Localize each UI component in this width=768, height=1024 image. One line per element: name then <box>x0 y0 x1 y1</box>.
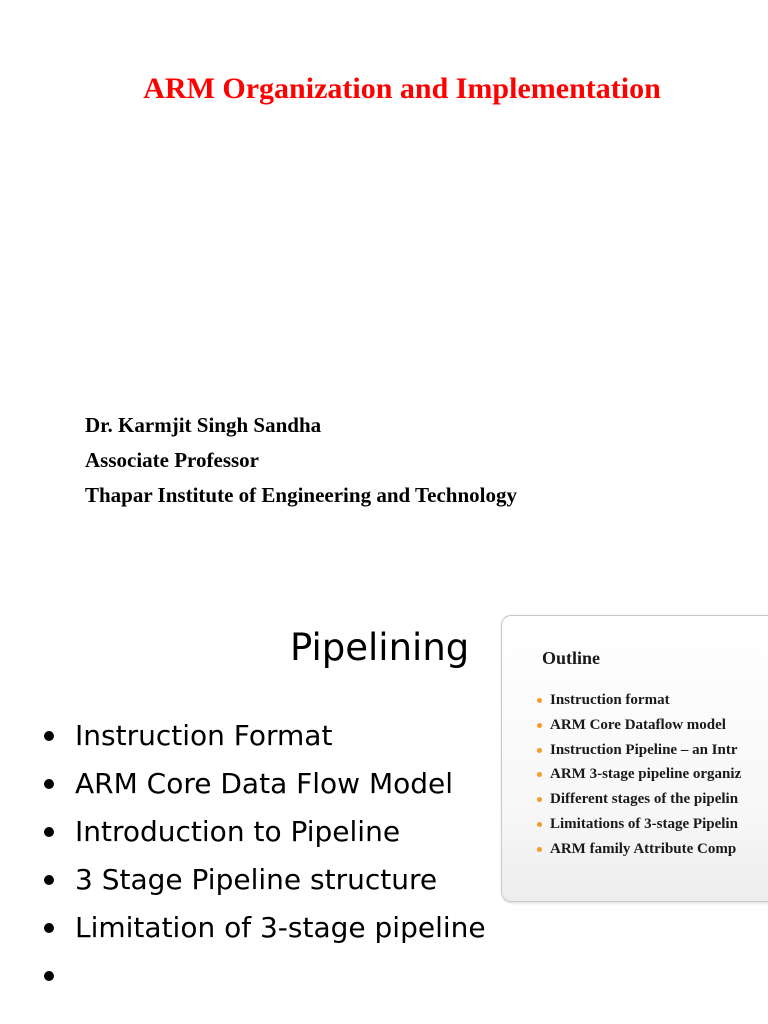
bullet-icon <box>537 822 542 827</box>
slide-title: ARM Organization and Implementation <box>143 72 661 105</box>
author-position: Associate Professor <box>85 448 259 472</box>
bullet-list <box>44 712 486 1000</box>
outline-heading: Outline <box>542 648 601 668</box>
bullet-text: Instruction Format <box>75 719 333 752</box>
bullet-icon <box>44 875 54 885</box>
author-name: Dr. Karmjit Singh Sandha <box>85 413 322 437</box>
outline-item-text: Instruction Pipeline – an Intr <box>550 741 738 758</box>
bullet-icon <box>537 723 542 728</box>
bullet-icon <box>44 827 54 837</box>
bullet-text: 3 Stage Pipeline structure <box>75 863 438 896</box>
bullet-icon <box>537 698 542 703</box>
bullet-icon <box>44 779 54 789</box>
list-item <box>44 712 486 760</box>
list-item <box>536 738 741 763</box>
list-item <box>44 760 486 808</box>
bullet-icon <box>44 731 54 741</box>
list-item <box>536 688 741 713</box>
slide-title: Pipelining <box>290 626 470 669</box>
bullet-icon <box>537 797 542 802</box>
list-item <box>536 713 741 738</box>
author-institution: Thapar Institute of Engineering and Technology <box>85 483 517 507</box>
bullet-icon <box>537 847 542 852</box>
bullet-text: Introduction to Pipeline <box>75 815 401 848</box>
outline-list <box>536 688 741 862</box>
list-item <box>44 904 486 952</box>
bullet-text: ARM Core Data Flow Model <box>75 767 454 800</box>
outline-item-text: Different stages of the pipelin <box>550 791 739 808</box>
list-item <box>536 812 741 837</box>
bullet-text: Limitation of 3-stage pipeline <box>75 911 486 944</box>
author-block <box>85 408 517 513</box>
list-item <box>536 787 741 812</box>
outline-image <box>501 615 768 902</box>
outline-item-text: ARM family Attribute Comp <box>550 840 737 857</box>
outline-item-text: ARM 3-stage pipeline organiz <box>550 766 742 783</box>
outline-item-text: Instruction format <box>550 692 670 708</box>
list-item <box>44 952 486 1000</box>
list-item <box>536 762 741 787</box>
bullet-icon <box>44 923 54 933</box>
bullet-icon <box>537 748 542 753</box>
list-item <box>44 808 486 856</box>
outline-item-text: ARM Core Dataflow model <box>550 716 726 733</box>
bullet-icon <box>537 772 542 777</box>
outline-item-text: Limitations of 3-stage Pipelin <box>550 815 738 832</box>
list-item <box>44 856 486 904</box>
bullet-icon <box>44 971 54 981</box>
list-item <box>536 837 741 862</box>
